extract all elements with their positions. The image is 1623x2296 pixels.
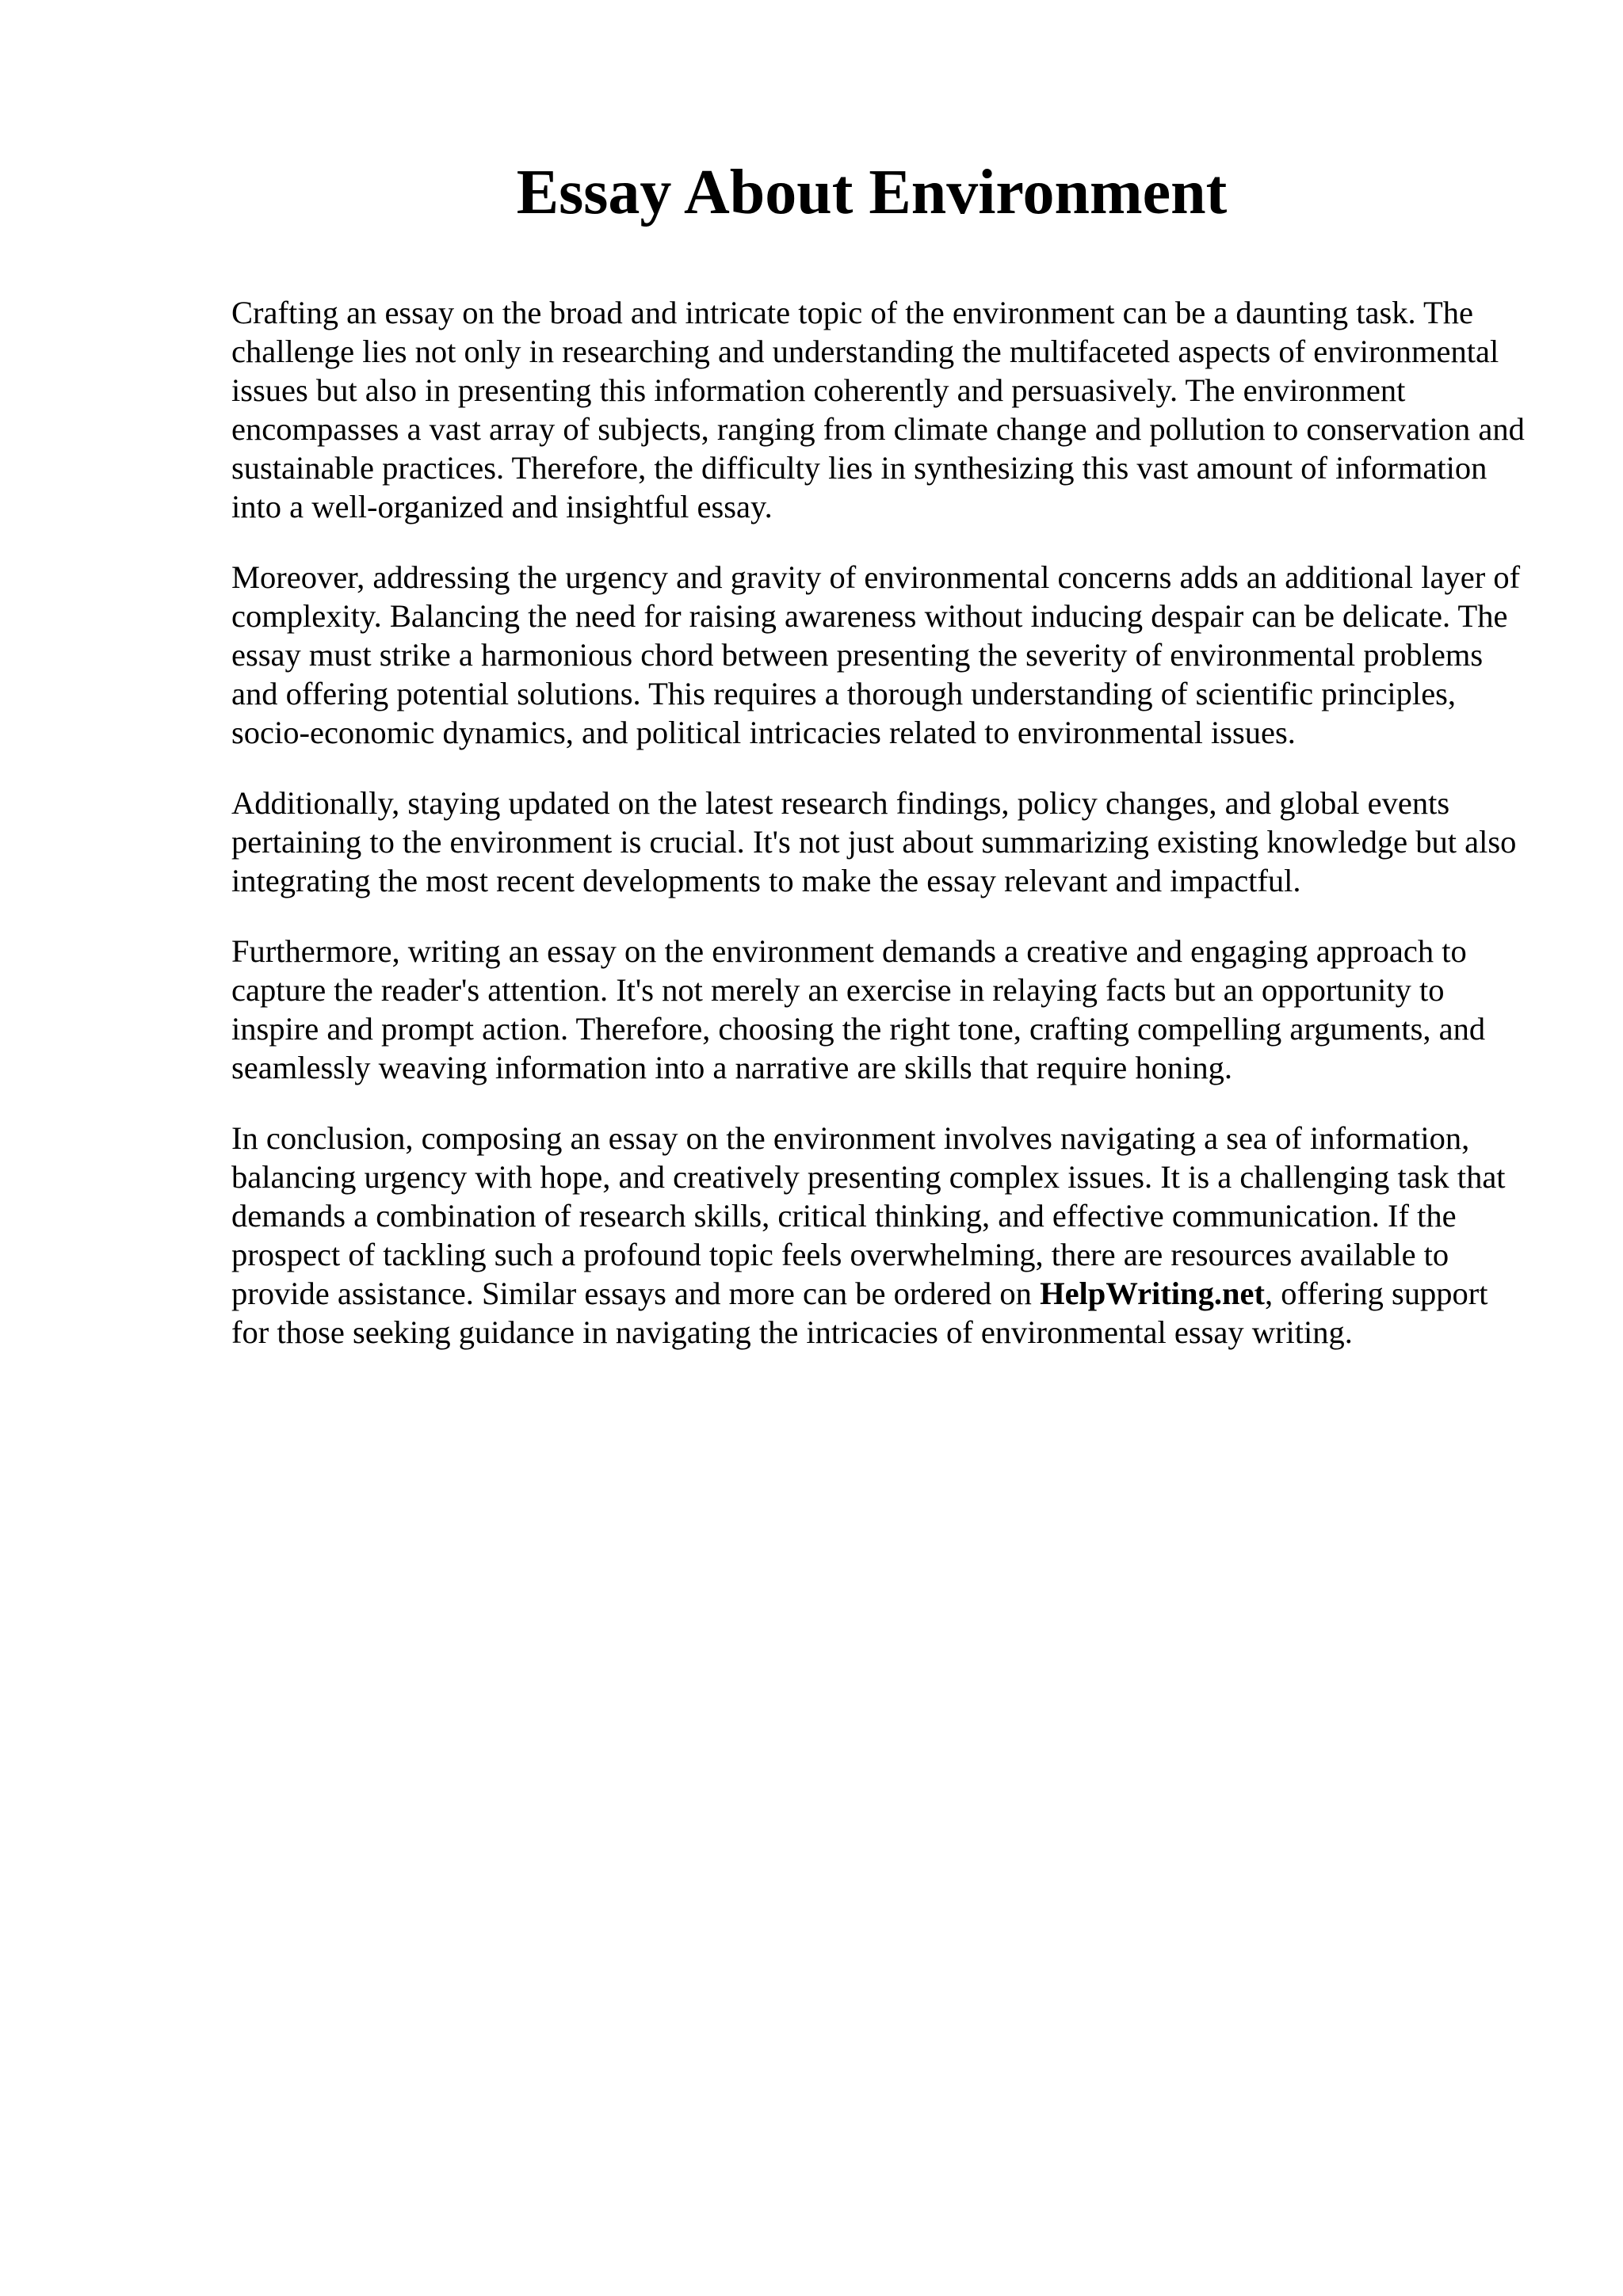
helpwriting-link[interactable]: HelpWriting.net bbox=[1040, 1276, 1265, 1311]
paragraph-2: Moreover, addressing the urgency and gravity of environmental concerns adds an additional layer of complexity. Balancing the need for raising awareness without inducing despair can be delicate. The essay must strike a harmonious chord between presenting the severity of environmental problems and offering potential solutions. This requires a thorough understanding of scientific principles, socio-economic dynamics, and political intricacies related to environmental issues. bbox=[231, 559, 1521, 750]
conclusion-text-before: In conclusion, composing an essay on the environment involves navigating a sea of information, balancing urgency with hope, and creatively presenting complex issues. It is a challenging task that demands a combination of research skills, critical thinking, and effective communication. If the prospect of tackling such a profound topic feels overwhelming, there are resources available to provide assistance. Similar essays and more can be ordered on bbox=[231, 1120, 1506, 1311]
paragraph-1: Crafting an essay on the broad and intricate topic of the environment can be a daunting task. The challenge lies not only in researching and understanding the multifaceted aspects of environmental issues but also in presenting this information coherently and persuasively. The environment encompasses a vast array of subjects, ranging from climate change and pollution to conservation and sustainable practices. Therefore, the difficulty lies in synthesizing this vast amount of information into a well-organized and insightful essay. bbox=[231, 295, 1525, 524]
paragraph-4: Furthermore, writing an essay on the environment demands a creative and engaging approach to capture the reader's attention. It's not merely an exercise in relaying facts but an opportunity to inspire and prompt action. Therefore, choosing the right tone, crafting compelling arguments, and seamlessly weaving information into a narrative are skills that require honing. bbox=[231, 933, 1486, 1085]
paragraph-conclusion bbox=[231, 1119, 1531, 1352]
conclusion-text-after: , offering support for those seeking guidance in navigating the intricacies of environmental essay writing. bbox=[231, 1276, 1488, 1350]
page-title: Essay About Environment bbox=[516, 158, 1228, 227]
essay-body bbox=[231, 293, 1531, 1383]
paragraph-3: Additionally, staying updated on the latest research findings, policy changes, and global events pertaining to the environment is crucial. It's not just about summarizing existing knowledge but also integrating the most recent developments to make the essay relevant and impactful. bbox=[231, 785, 1517, 898]
